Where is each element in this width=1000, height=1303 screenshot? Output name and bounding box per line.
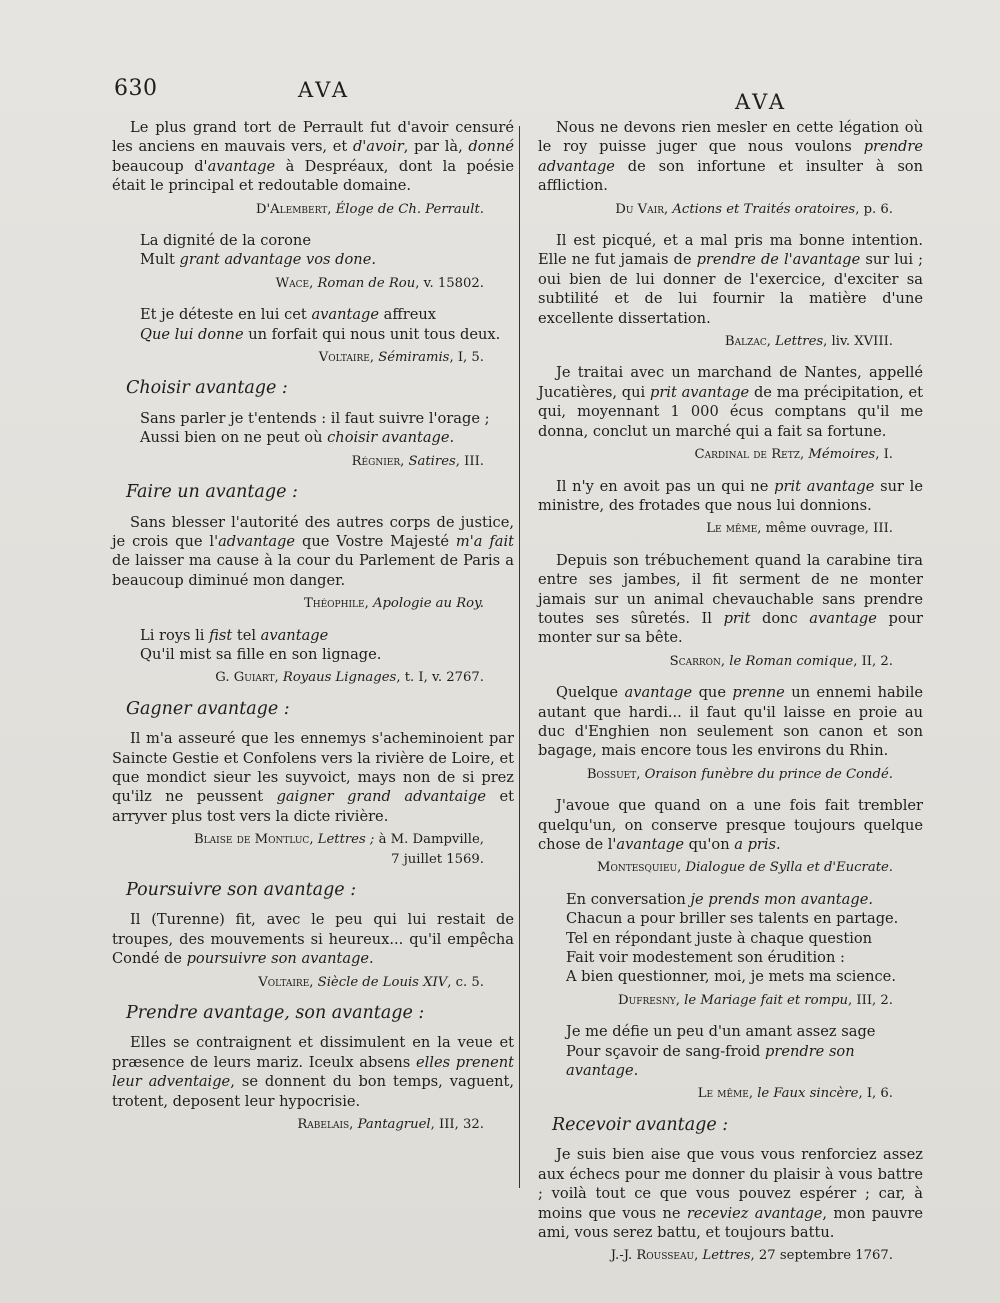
citation: D'Alembert, Éloge de Ch. Perrault. <box>255 201 484 217</box>
subentry-heading: Recevoir avantage : <box>552 1114 729 1135</box>
quotation: Il (Turenne) fit, avec le peu qui lui restait de troupes, des mouvements si heureux... qu'il empêcha Condé de poursuivre son avantage. <box>112 911 514 968</box>
quotation: J'avoue que quand on a une fois fait trembler quelqu'un, on conserve presque toujours quelque chose de l'avantage qu'on a pris. <box>538 797 923 853</box>
quotation: Quelque avantage que prenne un ennemi habile autant que hardi... il faut qu'il laisse en proie au duc d'Enghien non seulement son canon et son bagage, mais encore tous les environs du Rhin. <box>538 684 923 760</box>
citation: Du Vair, Actions et Traités oratoires, p. 6. <box>615 201 893 217</box>
citation: Balzac, Lettres, liv. XVIII. <box>724 334 893 350</box>
quotation: Il est picqué, et a mal pris ma bonne intention. Elle ne fut jamais de prendre de l'avantage sur lui ; oui bien de lui donner de l'exercice, d'exciter sa subtilité et de lui fournir la matière d'une excellente dissertation. <box>538 232 924 327</box>
citation: Voltaire, Siècle de Louis XIV, c. 5. <box>258 974 484 990</box>
quotation: Il m'a asseuré que les ennemys s'acheminoient par Saincte Gestie et Confolens vers la rivière de Loire, et que mondict sieur les suyvoict, mays non de si prez qu'ilz ne peussent gaigner grand advantaige et arryver plus tost vers la dicte rivière. <box>112 730 514 825</box>
verse-quotation: Je me défie un peu d'un amant assez sage Pour sçavoir de sang-froid prendre son avantage. <box>566 1023 876 1080</box>
citation: Montesquieu, Dialogue de Sylla et d'Eucrate. <box>596 860 893 876</box>
subentry-heading: Choisir avantage : <box>126 378 288 399</box>
quotation: Le plus grand tort de Perrault fut d'avoir censuré les anciens en mauvais vers, et d'avoir, par là, donné beaucoup d'avantage à Despréaux, dont la poésie était le principal et redoutable domaine. <box>112 119 514 195</box>
citation: Théophile, Apologie au Roy. <box>303 596 484 612</box>
quotation: Je suis bien aise que vous vous renforciez assez aux échecs pour me donner du plaisir à vous battre ; voilà tout ce que vous pouvez espérer ; car, à moins que vous ne receviez avantage, mon pauvre ami, vous serez battu, et toujours battu. <box>538 1146 923 1241</box>
quotation: Elles se contraignent et dissimulent en la veue et præsence de leurs mariz. Iceulx absens elles prenent leur adventaige, se donnent du bon temps, vaguent, trotent, deposent leur hypocrisie. <box>112 1034 514 1110</box>
subentry-heading: Prendre avantage, son avantage : <box>126 1003 425 1024</box>
verse-quotation: Sans parler je t'entends : il faut suivre l'orage ; Aussi bien on ne peut où choisir avantage. <box>140 409 490 447</box>
running-head-left: AVA <box>298 78 351 102</box>
quotation: Je traitai avec un marchand de Nantes, appellé Jucatières, qui prit avantage de ma précipitation, et qui, moyennant 1 000 écus comptans qu'il me donna, conclut un marché qui a fait sa fortune. <box>538 364 923 440</box>
subentry-heading: Gagner avantage : <box>126 698 290 719</box>
citation: Cardinal de Retz, Mémoires, I. <box>694 447 893 463</box>
subentry-heading: Faire un avantage : <box>126 482 298 503</box>
left-column <box>112 118 514 1146</box>
right-column <box>538 118 923 1278</box>
citation: Rabelais, Pantagruel, III, 32. <box>297 1117 484 1133</box>
citation: Scarron, le Roman comique, II, 2. <box>669 653 893 669</box>
quotation: Sans blesser l'autorité des autres corps de justice, je crois que l'advantage que Vostre Majesté m'a fait de laisser ma cause à la cour du Parlement de Paris a beaucoup diminué mon danger. <box>112 513 515 589</box>
subentry-heading: Poursuivre son avantage : <box>126 880 357 900</box>
citation: G. Guiart, Royaus Lignages, t. I, v. 2767. <box>215 670 484 686</box>
citation: Voltaire, Sémiramis, I, 5. <box>318 350 484 366</box>
verse-quotation: Li roys li fist tel avantage Qu'il mist sa fille en son lignage. <box>140 626 382 663</box>
running-head-right: AVA <box>735 90 788 114</box>
citation: Le même, même ouvrage, III. <box>706 521 893 537</box>
citation: J.-J. Rousseau, Lettres, 27 septembre 1767. <box>610 1248 893 1264</box>
citation: Le même, le Faux sincère, I, 6. <box>697 1086 893 1102</box>
page-number: 630 <box>114 76 158 101</box>
verse-quotation: Et je déteste en lui cet avantage affreux Que lui donne un forfait qui nous unit tous deux. <box>140 306 501 343</box>
verse-quotation: En conversation je prends mon avantage. Chacun a pour briller ses talents en partage. Tel en répondant juste à chaque question Fait voir modestement son érudition : A bien questionner, moi, je mets ma science. <box>566 890 899 986</box>
quotation: Depuis son trébuchement quand la carabine tira entre ses jambes, il fit serment de ne monter jamais sur un animal chevauchable sans prendre toutes ses sûretés. Il prit donc avantage pour monter sur sa bête. <box>538 551 923 647</box>
citation: Blaise de Montluc, Lettres ; à M. Dampville, 7 juillet 1569. <box>193 832 484 867</box>
quotation: Nous ne devons rien mesler en cette légation où le roy puisse juger que nous voulons prendre advantage de son infortune et insulter à son affliction. <box>538 119 923 195</box>
citation: Wace, Roman de Rou, v. 15802. <box>275 275 484 291</box>
citation: Bossuet, Oraison funèbre du prince de Condé. <box>586 766 893 782</box>
verse-quotation: La dignité de la corone Mult grant advantage vos done. <box>140 232 376 269</box>
column-divider <box>519 126 520 1188</box>
citation: Dufresny, le Mariage fait et rompu, III, 2. <box>618 992 893 1008</box>
quotation: Il n'y en avoit pas un qui ne prit avantage sur le ministre, des frotades que nous lui donnions. <box>538 477 923 514</box>
citation: Régnier, Satires, III. <box>351 453 484 469</box>
